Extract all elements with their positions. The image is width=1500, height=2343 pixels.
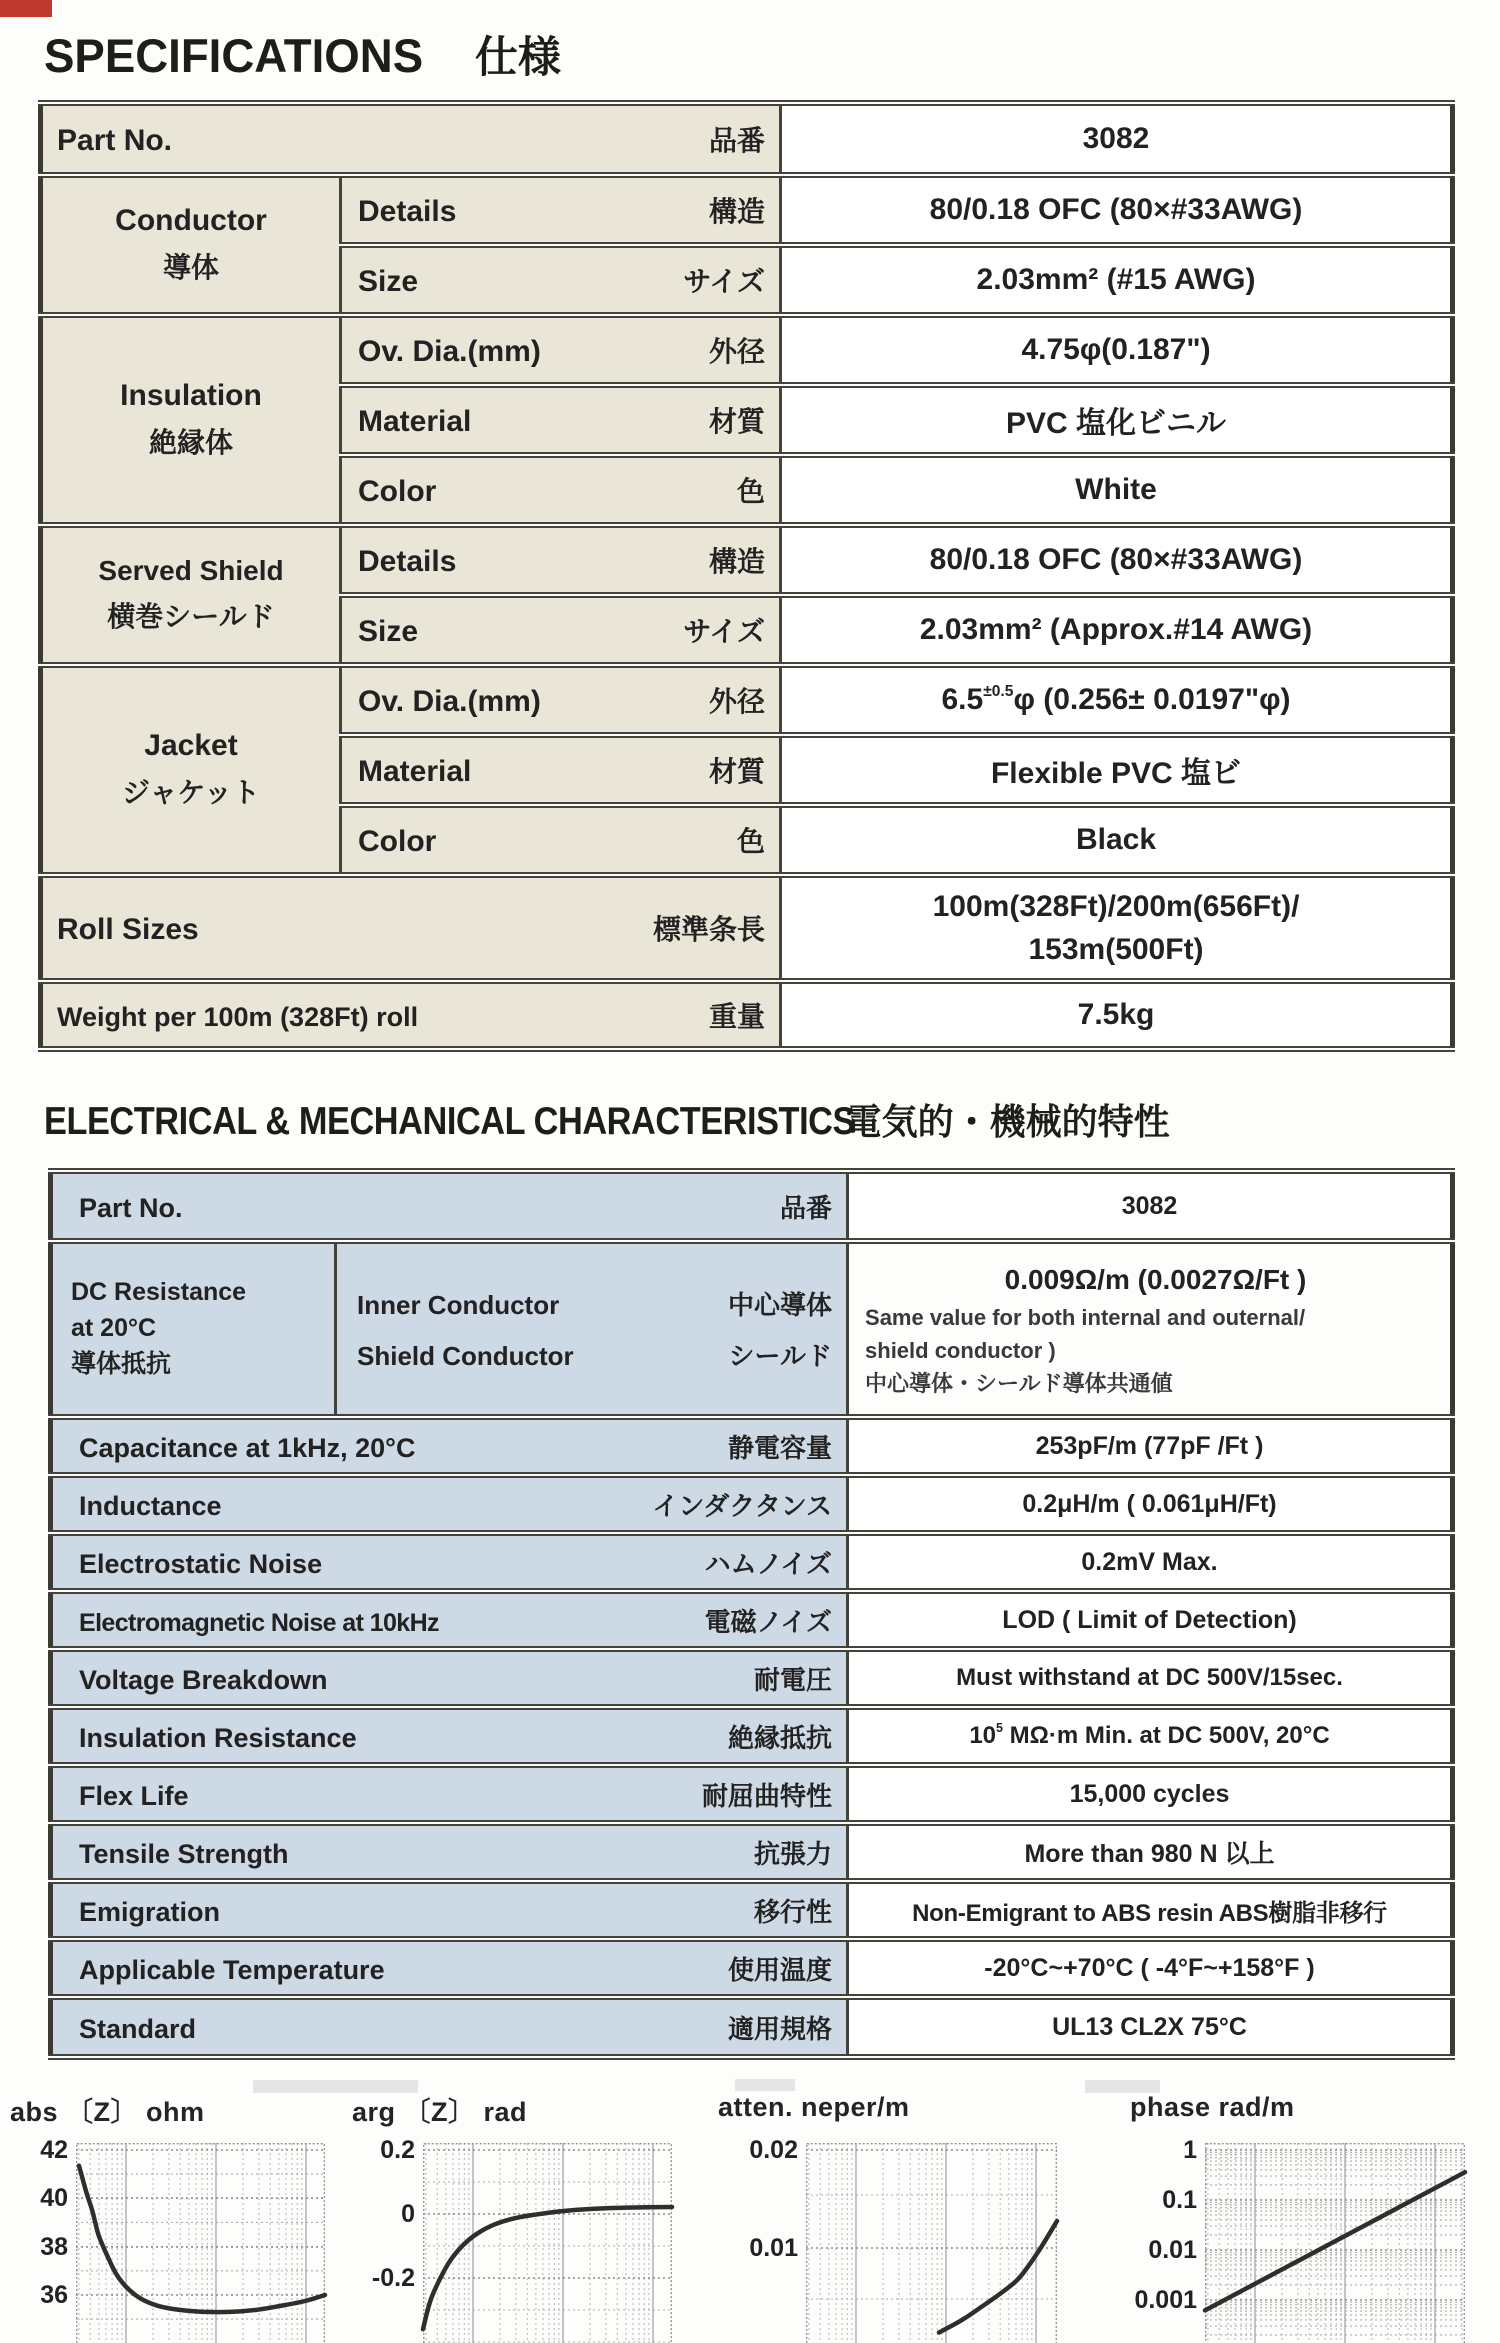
row-label-jp: 適用規格 — [728, 2013, 833, 2044]
dc-resistance-label-line: DC Resistance — [71, 1278, 247, 1307]
row-value: Must withstand at DC 500V/15sec. — [956, 1664, 1343, 1691]
row-label-jp: 色 — [737, 826, 766, 857]
shield-conductor-label-jp: シールド — [728, 1341, 833, 1371]
row-value: 0.2μH/m ( 0.061μH/Ft) — [1022, 1489, 1277, 1518]
group-label-jp: 導体 — [162, 252, 219, 283]
row-label-cell — [51, 1475, 848, 1533]
row-label-cell — [341, 735, 781, 805]
table-row — [51, 1649, 1453, 1707]
table-row — [51, 1881, 1453, 1939]
y-axis-tick-label: 36 — [40, 2281, 68, 2309]
row-value: Black — [1075, 823, 1157, 856]
row-label-jp: 品番 — [780, 1192, 833, 1223]
row-label-cell — [51, 1649, 848, 1707]
row-label-cell — [51, 1417, 848, 1475]
row-value: 2.03mm² (Approx.#14 AWG) — [919, 613, 1313, 646]
row-value-cell — [781, 385, 1453, 455]
row-label-en: Standard — [79, 2013, 197, 2044]
table-row — [41, 315, 1453, 385]
row-value: PVC 塩化ビニル — [1005, 407, 1227, 440]
table-row — [51, 1707, 1453, 1765]
table-row — [41, 175, 1453, 245]
row-value: 0.2mV Max. — [1081, 1547, 1218, 1576]
served-shield-group-cell — [41, 525, 341, 665]
y-axis-tick-label: 0.02 — [749, 2136, 798, 2164]
row-value-cell — [781, 315, 1453, 385]
dc-resistance-note: Same value for both internal and outernal/ — [865, 1304, 1306, 1330]
row-label-en: Electrostatic Noise — [79, 1548, 323, 1579]
row-label-en: Material — [358, 755, 472, 788]
row-label-jp: 耐屈曲特性 — [702, 1780, 833, 1811]
row-label-en: Details — [358, 545, 457, 578]
row-label-en: Electromagnetic Noise at 10kHz — [79, 1608, 439, 1637]
roll-sizes-value-cell — [781, 875, 1453, 981]
row-label-cell — [341, 385, 781, 455]
row-value-cell — [848, 1707, 1453, 1765]
row-label-en: Flex Life — [79, 1780, 189, 1811]
row-value-rest: φ (0.256± 0.0197"φ) — [1013, 683, 1291, 716]
row-label-cell — [51, 1881, 848, 1939]
row-value-cell — [848, 1475, 1453, 1533]
row-label-en: Size — [358, 265, 419, 298]
group-label-jp: 絶縁体 — [148, 427, 233, 458]
row-value-cell — [848, 1939, 1453, 1997]
row-value: 80/0.18 OFC (80×#33AWG) — [929, 193, 1303, 226]
row-label-jp: 抗張力 — [754, 1838, 833, 1869]
row-label-cell — [341, 525, 781, 595]
weight-value-cell — [781, 981, 1453, 1049]
row-label-jp: 材質 — [709, 756, 766, 787]
electrical-heading-en: ELECTRICAL & MECHANICAL CHARACTERISTICS — [44, 1100, 855, 1143]
row-label-cell — [51, 1823, 848, 1881]
row-label-en: Applicable Temperature — [79, 1954, 385, 1985]
group-label-en: Jacket — [144, 729, 238, 762]
row-value-cell — [781, 525, 1453, 595]
row-label-jp: 品番 — [709, 125, 766, 156]
roll-sizes-label-cell — [41, 875, 781, 981]
row-label-cell — [341, 315, 781, 385]
table-row — [41, 525, 1453, 595]
part-no-label-cell — [51, 1171, 848, 1241]
row-label-jp: インダクタンス — [652, 1490, 833, 1521]
row-value-superscript: 5 — [996, 1721, 1003, 1735]
table-row — [51, 1939, 1453, 1997]
row-label-en: Ov. Dia.(mm) — [358, 685, 541, 718]
row-label-en: Part No. — [57, 124, 173, 157]
electrical-heading — [44, 1094, 1170, 1145]
group-label-en: Insulation — [120, 379, 262, 412]
weight-label-cell — [41, 981, 781, 1049]
chart-canvas — [806, 2143, 1057, 2343]
table-row — [51, 1171, 1453, 1241]
dc-resistance-note-jp: 中心導体・シールド導体共通値 — [865, 1370, 1173, 1396]
inner-conductor-label-en: Inner Conductor — [357, 1290, 560, 1320]
row-label-cell — [341, 805, 781, 875]
row-label-en: Insulation Resistance — [79, 1722, 357, 1753]
row-label-jp: 電磁ノイズ — [704, 1606, 833, 1637]
chart-attenuation — [749, 2136, 1057, 2343]
row-value-cell — [781, 805, 1453, 875]
row-value: LOD ( Limit of Detection) — [1002, 1605, 1297, 1634]
row-label-jp: 外径 — [709, 686, 766, 717]
row-label-en: Roll Sizes — [57, 913, 199, 946]
roll-sizes-value-line2: 153m(500Ft) — [1028, 933, 1204, 966]
dc-resistance-label-line: at 20°C — [71, 1314, 157, 1343]
row-label-jp: 標準条長 — [653, 914, 766, 945]
row-label-en: Capacitance at 1kHz, 20°C — [79, 1432, 416, 1463]
table-row — [51, 1765, 1453, 1823]
chart-abs-z — [40, 2136, 325, 2343]
row-value-cell — [781, 175, 1453, 245]
y-axis-tick-label: 38 — [40, 2233, 68, 2261]
row-value-cell — [781, 665, 1453, 735]
chart-canvas — [1205, 2143, 1465, 2343]
row-value: -20°C~+70°C ( -4°F~+158°F ) — [984, 1953, 1315, 1982]
y-axis-tick-label: 0.01 — [749, 2234, 798, 2262]
chart-arg-z — [371, 2136, 672, 2343]
part-no-value: 3082 — [1082, 122, 1150, 155]
row-value-cell — [781, 595, 1453, 665]
row-label-jp: 使用温度 — [728, 1954, 833, 1985]
shield-conductor-label-en: Shield Conductor — [357, 1341, 574, 1371]
table-row — [41, 875, 1453, 981]
specifications-heading — [44, 24, 561, 85]
row-label-jp: 静電容量 — [728, 1432, 833, 1463]
part-no-value: 3082 — [1121, 1191, 1178, 1220]
row-label-en: Voltage Breakdown — [79, 1664, 328, 1695]
row-label-en: Tensile Strength — [79, 1838, 289, 1869]
row-label-cell — [51, 1765, 848, 1823]
y-axis-tick-label: 40 — [40, 2184, 68, 2212]
dc-resistance-value-cell — [848, 1241, 1453, 1417]
row-label-cell — [51, 1591, 848, 1649]
electrical-table — [48, 1168, 1455, 2060]
row-value-cell — [781, 455, 1453, 525]
table-row — [41, 981, 1453, 1049]
row-label-cell — [341, 665, 781, 735]
dc-resistance-conductor-cell — [336, 1241, 848, 1417]
row-label-jp: 絶縁抵抗 — [728, 1722, 833, 1753]
y-axis-tick-label: 0.1 — [1162, 2186, 1197, 2214]
row-value-base: 10 — [969, 1722, 997, 1749]
row-label-cell — [51, 1707, 848, 1765]
row-label-cell — [51, 1939, 848, 1997]
jacket-group-cell — [41, 665, 341, 875]
y-axis-tick-label: 42 — [40, 2136, 68, 2164]
dc-resistance-value: 0.009Ω/m (0.0027Ω/Ft ) — [1004, 1263, 1307, 1295]
dc-resistance-label-line: 導体抵抗 — [71, 1349, 172, 1378]
group-label-jp: ジャケット — [121, 777, 261, 808]
y-axis-tick-label: -0.2 — [371, 2264, 415, 2292]
row-value-cell — [848, 1533, 1453, 1591]
row-value: More than 980 N 以上 — [1024, 1840, 1275, 1868]
dc-resistance-note: shield conductor ) — [865, 1337, 1056, 1363]
part-no-value-cell — [848, 1171, 1453, 1241]
chart-canvas — [76, 2143, 325, 2343]
row-label-en: Ov. Dia.(mm) — [358, 335, 541, 368]
row-value: Non-Emigrant to ABS resin ABS樹脂非移行 — [912, 1899, 1387, 1927]
row-value-cell — [848, 1591, 1453, 1649]
dc-resistance-label-cell — [51, 1241, 336, 1417]
row-value-cell — [848, 1997, 1453, 2057]
table-row — [51, 1241, 1453, 1417]
row-value-base: 6.5 — [941, 683, 984, 716]
conductor-group-cell — [41, 175, 341, 315]
row-label-cell — [341, 595, 781, 665]
row-label-jp: 構造 — [709, 546, 766, 577]
row-value-cell — [848, 1823, 1453, 1881]
row-value: UL13 CL2X 75°C — [1052, 2012, 1247, 2041]
row-label-jp: 構造 — [709, 196, 766, 227]
row-label-jp: サイズ — [683, 616, 766, 647]
chart-phase — [1134, 2136, 1465, 2343]
insulation-group-cell — [41, 315, 341, 525]
specifications-heading-en: SPECIFICATIONS — [44, 29, 424, 82]
row-label-jp: 材質 — [709, 406, 766, 437]
part-no-label-cell — [41, 103, 781, 175]
row-value: Flexible PVC 塩ビ — [990, 757, 1242, 790]
row-value: 7.5kg — [1077, 998, 1155, 1031]
row-label-en: Color — [358, 825, 437, 858]
row-label-cell — [51, 1533, 848, 1591]
row-label-en: Weight per 100m (328Ft) roll — [57, 1002, 419, 1032]
table-row — [51, 1591, 1453, 1649]
row-value-cell — [848, 1765, 1453, 1823]
row-label-en: Material — [358, 405, 472, 438]
row-label-cell — [341, 245, 781, 315]
row-label-jp: 重量 — [709, 1001, 766, 1032]
row-label-en: Emigration — [79, 1896, 221, 1927]
table-row — [41, 103, 1453, 175]
row-label-en: Inductance — [79, 1490, 222, 1521]
table-row — [51, 1417, 1453, 1475]
table-row — [51, 1533, 1453, 1591]
table-row — [51, 1823, 1453, 1881]
row-value-cell — [781, 735, 1453, 805]
row-value: 15,000 cycles — [1069, 1779, 1230, 1808]
scan-artifact-red-corner — [0, 0, 52, 17]
y-axis-tick-label: 1 — [1183, 2136, 1197, 2164]
row-value-rest: MΩ·m Min. at DC 500V, 20°C — [1002, 1722, 1330, 1749]
part-no-value-cell — [781, 103, 1453, 175]
table-row — [51, 1475, 1453, 1533]
inner-conductor-label-jp: 中心導体 — [728, 1290, 833, 1320]
row-label-en: Color — [358, 475, 437, 508]
row-label-jp: サイズ — [683, 266, 766, 297]
row-value: 4.75φ(0.187") — [1021, 333, 1211, 366]
row-label-cell — [341, 175, 781, 245]
chart-title-abs-z: abs 〔Z〕 ohm — [10, 2097, 205, 2127]
row-label-jp: 耐電圧 — [754, 1664, 833, 1695]
chart-title-attenuation: atten. neper/m — [718, 2092, 910, 2122]
row-value-cell — [848, 1649, 1453, 1707]
row-value: 253pF/m (77pF /Ft ) — [1035, 1431, 1264, 1460]
y-axis-tick-label: 0.001 — [1134, 2286, 1197, 2314]
row-label-en: Details — [358, 195, 457, 228]
table-row — [41, 665, 1453, 735]
y-axis-tick-label: 0 — [401, 2200, 415, 2228]
row-label-en: Part No. — [79, 1192, 183, 1223]
row-value: 80/0.18 OFC (80×#33AWG) — [929, 543, 1303, 576]
row-label-jp: ハムノイズ — [704, 1548, 833, 1579]
row-value: White — [1075, 473, 1157, 506]
group-label-jp: 横巻シールド — [107, 601, 275, 632]
row-value-cell — [781, 245, 1453, 315]
roll-sizes-value-line1: 100m(328Ft)/200m(656Ft)/ — [932, 889, 1300, 923]
group-label-en: Served Shield — [98, 555, 284, 586]
chart-canvas — [423, 2143, 672, 2343]
y-axis-tick-label: 0.2 — [380, 2136, 415, 2164]
group-label-en: Conductor — [115, 204, 267, 237]
row-label-jp: 移行性 — [754, 1896, 833, 1927]
row-value-superscript: ±0.5 — [983, 683, 1014, 700]
specifications-heading-jp: 仕様 — [474, 34, 561, 82]
row-label-en: Size — [358, 615, 419, 648]
row-label-jp: 外径 — [709, 336, 766, 367]
row-label-cell — [341, 455, 781, 525]
chart-title-phase: phase rad/m — [1130, 2092, 1295, 2122]
row-value-cell — [848, 1881, 1453, 1939]
row-value: 2.03mm² (#15 AWG) — [976, 263, 1256, 296]
electrical-heading-jp: 電気的・機械的特性 — [845, 1101, 1170, 1142]
specifications-table — [38, 100, 1455, 1052]
row-label-cell — [51, 1997, 848, 2057]
chart-title-arg-z: arg 〔Z〕 rad — [352, 2097, 528, 2127]
scan-artifact — [735, 2079, 795, 2091]
table-row — [51, 1997, 1453, 2057]
row-value-cell — [848, 1417, 1453, 1475]
y-axis-tick-label: 0.01 — [1148, 2236, 1197, 2264]
row-label-jp: 色 — [737, 476, 766, 507]
